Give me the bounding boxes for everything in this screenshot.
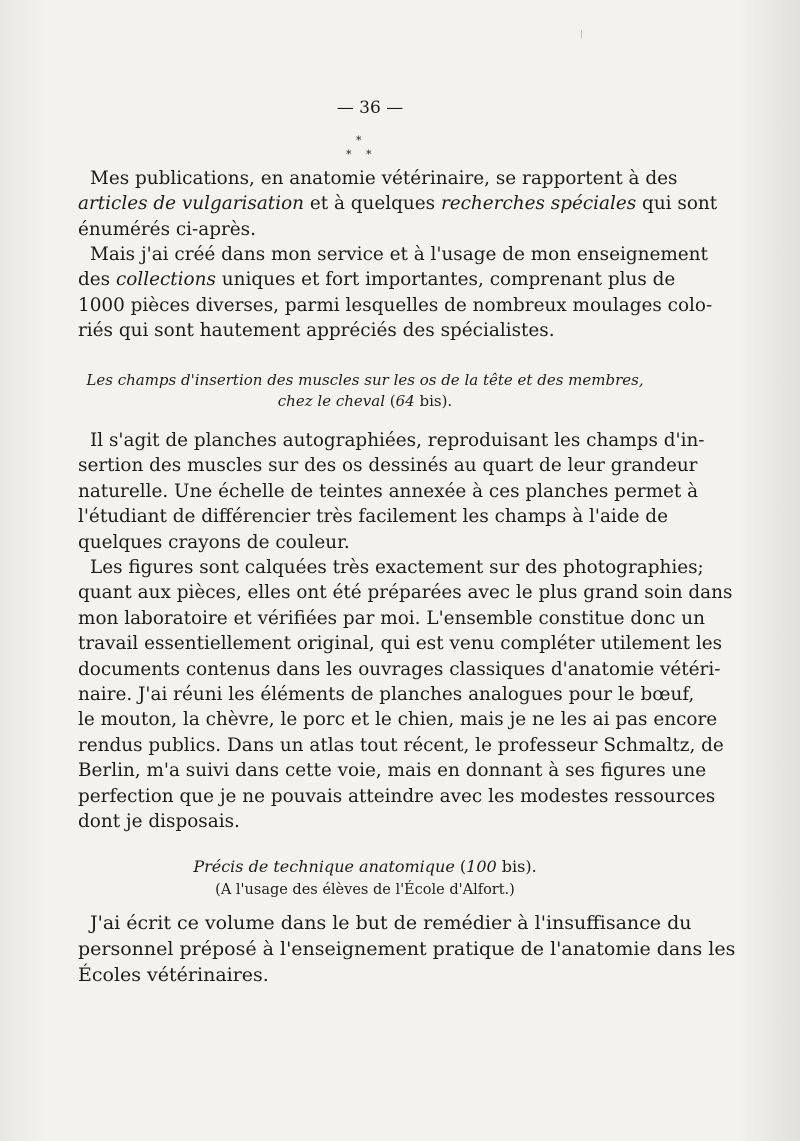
text-line: Berlin, m'a suivi dans cette voie, mais en donnant à ses figures une: [78, 760, 707, 782]
text-line: perfection que je ne pouvais atteindre avec les modestes ressources: [78, 785, 716, 807]
text-line: [78, 191, 718, 216]
text-line: 1000 pièces diverses, parmi lesquelles de nombreux moulages colo-: [78, 294, 713, 316]
section-heading-champs-insertion: [70, 370, 660, 412]
asterism: [340, 134, 380, 170]
heading-line: [70, 856, 660, 877]
asterism-star: *: [366, 148, 372, 161]
text-line: naturelle. Une échelle de teintes annexée à ces planches permet à: [78, 480, 699, 502]
text-line: Écoles vétérinaires.: [78, 964, 269, 986]
paragraph-publications: [78, 166, 718, 242]
text-line: Les figures sont calquées très exactement sur des photographies;: [90, 557, 704, 578]
text-line: personnel préposé à l'enseignement pratique de l'anatomie dans les: [78, 938, 736, 960]
text-line: l'étudiant de différencier très facilement les champs à l'aide de: [78, 506, 668, 528]
asterism-star: *: [356, 134, 362, 147]
text-fragment: et à quelques: [304, 193, 441, 215]
text-fragment: chez le cheval: [277, 392, 385, 410]
text-line: quelques crayons de couleur.: [78, 531, 350, 553]
text-line: sertion des muscles sur des os dessinés au quart de leur grandeur: [78, 455, 698, 477]
text-line: Mes publications, en anatomie vétérinaire, se rapportent à des: [90, 168, 678, 189]
heading-line: [70, 391, 660, 412]
italic-phrase: articles de vulgarisation: [78, 193, 304, 215]
text-fragment: qui sont: [636, 193, 718, 215]
italic-phrase: collections: [115, 269, 216, 291]
text-line: Mais j'ai créé dans mon service et à l'usage de mon enseignement: [90, 244, 708, 265]
text-fragment: bis).: [414, 392, 453, 410]
scan-mark: [581, 30, 582, 38]
paragraph-collections: [78, 242, 713, 344]
asterism-star: *: [346, 148, 352, 161]
text-line: mon laboratoire et vérifiées par moi. L'ensemble constitue donc un: [78, 607, 705, 629]
text-line: dont je disposais.: [78, 811, 240, 833]
section-heading-precis: [70, 856, 660, 877]
paragraph-precis: [78, 910, 736, 988]
text-line: énumérés ci-après.: [78, 218, 256, 240]
text-fragment: 64: [395, 392, 415, 410]
text-line: rendus publics. Dans un atlas tout récent, le professeur Schmaltz, de: [78, 734, 724, 756]
text-line: travail essentiellement original, qui est venu compléter utilement les: [78, 633, 723, 655]
text-fragment: (: [454, 857, 467, 876]
text-fragment: uniques et fort importantes, comprenant plus de: [215, 269, 676, 291]
italic-phrase: recherches spéciales: [440, 193, 637, 215]
page-number: — 36 —: [336, 98, 404, 118]
heading-line: Les champs d'insertion des muscles sur les os de la tête et des membres,: [86, 371, 644, 389]
paragraph-planches: [78, 428, 705, 555]
text-fragment: Précis de technique anatomique: [193, 857, 455, 876]
text-fragment: des: [78, 269, 116, 291]
text-line: [78, 267, 676, 292]
section-subheading: (A l'usage des élèves de l'École d'Alfort.): [215, 882, 515, 898]
text-line: documents contenus dans les ouvrages classiques d'anatomie vétéri-: [78, 658, 721, 680]
text-line: riés qui sont hautement appréciés des spécialistes.: [78, 320, 555, 342]
paragraph-figures: [78, 555, 733, 834]
text-line: le mouton, la chèvre, le porc et le chien, mais je ne les ai pas encore: [78, 709, 718, 731]
text-line: Il s'agit de planches autographiées, reproduisant les champs d'in-: [90, 430, 705, 451]
text-fragment: 100: [466, 857, 497, 876]
text-line: naire. J'ai réuni les éléments de planches analogues pour le bœuf,: [78, 684, 695, 706]
text-line: J'ai écrit ce volume dans le but de remédier à l'insuffisance du: [90, 912, 692, 934]
text-fragment: bis).: [496, 857, 537, 876]
text-fragment: (: [385, 392, 396, 410]
text-line: quant aux pièces, elles ont été préparées avec le plus grand soin dans: [78, 582, 733, 604]
